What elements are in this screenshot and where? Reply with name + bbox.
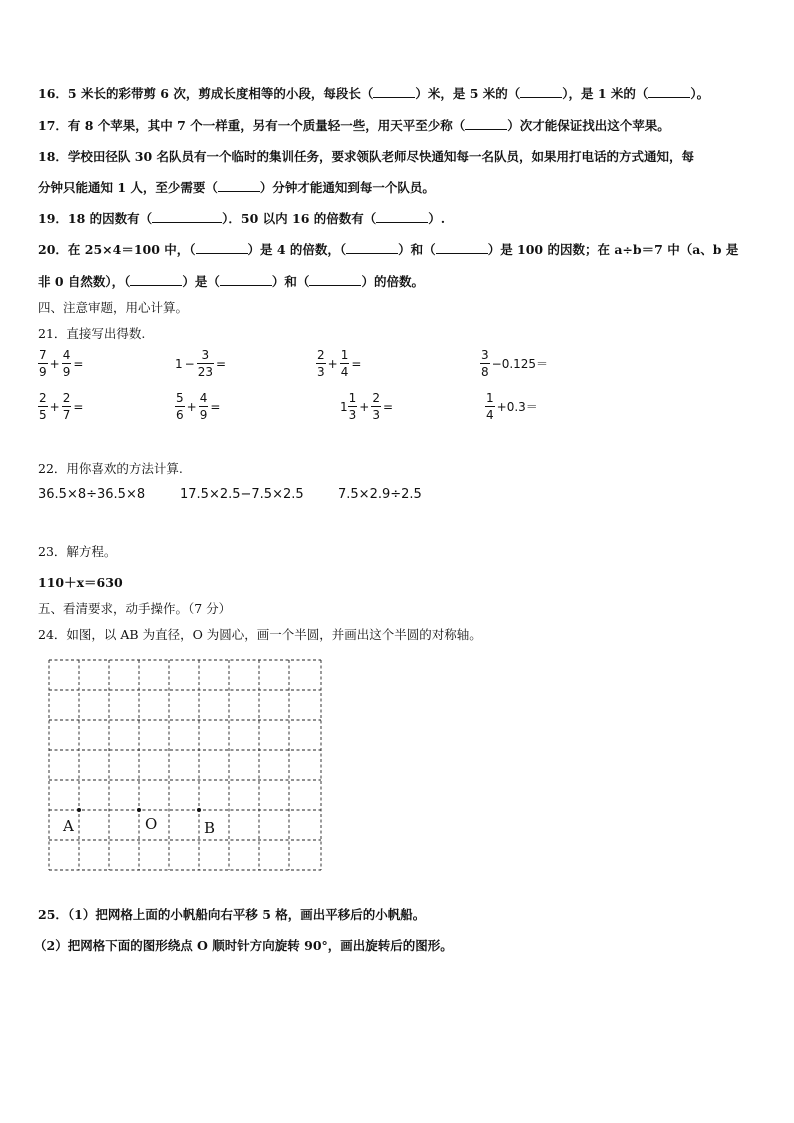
- point-o: [137, 808, 141, 812]
- q20-blank-3[interactable]: [436, 242, 488, 254]
- calc-r1c4: $\frac{3}{8}$ −0.125＝: [481, 348, 549, 379]
- q18-text-2: 分钟只能通知 1 人，至少需要（: [38, 180, 218, 195]
- fraction: $\frac{4}{9}$: [199, 391, 208, 422]
- q17-blank-1[interactable]: [465, 118, 507, 130]
- mixed-number: 1 $\frac{1}{3}$: [340, 391, 357, 422]
- fraction: $\frac{3}{23}$: [197, 348, 213, 379]
- q20-blank-6[interactable]: [309, 274, 361, 286]
- question-18-line-2: [38, 178, 435, 196]
- fraction: $\frac{1}{4}$: [486, 391, 494, 422]
- calc-r1c2: 1 − $\frac{3}{23}$ =: [175, 348, 227, 379]
- q19-text-3: ）.: [428, 211, 446, 226]
- point-b: [197, 808, 201, 812]
- q16-text-1: 16．5 米长的彩带剪 6 次，剪成长度相等的小段，每段长（: [38, 86, 374, 101]
- q16-blank-1[interactable]: [373, 86, 415, 98]
- q18-text-1: 18．学校田径队 30 名队员有一个临时的集训任务，要求领队老师尽快通知每一名队员，如果用打电话的方式通知，每: [38, 149, 694, 164]
- q20-text-4: ）是 100 的因数；在 a÷b＝7 中（a、b 是: [487, 242, 739, 257]
- q19-text-1: 19．18 的因数有（: [38, 211, 153, 226]
- q20-blank-1[interactable]: [196, 242, 248, 254]
- question-16: [38, 84, 709, 102]
- q20-text-5: 非 0 自然数），（: [38, 274, 131, 289]
- dashed-grid: [48, 659, 324, 873]
- q20-blank-2[interactable]: [346, 242, 398, 254]
- q19-blank-2[interactable]: [376, 211, 428, 223]
- fraction: $\frac{1}{4}$: [340, 348, 349, 379]
- q22-expression-1: 36.5×8÷36.5×8: [38, 487, 146, 502]
- question-19: [38, 209, 445, 227]
- section-4-heading: 四、注意审题，用心计算。: [38, 300, 189, 315]
- calc-r2c1: $\frac{2}{5}$ + $\frac{2}{7}$ =: [39, 391, 84, 422]
- calc-r2c2: $\frac{5}{6}$ + $\frac{4}{9}$ =: [176, 391, 221, 422]
- q19-blank-1[interactable]: [152, 211, 222, 223]
- question-24-text: 24．如图，以 AB 为直径，O 为圆心，画一个半圆，并画出这个半圆的对称轴。: [38, 627, 482, 642]
- q16-text-2: ）米，是 5 米的（: [415, 86, 521, 101]
- fraction: $\frac{2}{3}$: [372, 391, 380, 422]
- question-25-part-2: （2）把网格下面的图形绕点 O 顺时针方向旋转 90°，画出旋转后的图形。: [34, 938, 453, 953]
- fraction: $\frac{7}{9}$: [39, 348, 47, 379]
- question-20-line-2: [38, 272, 424, 290]
- question-17: [38, 116, 670, 134]
- q17-text-2: ）次才能保证找出这个苹果。: [507, 118, 670, 133]
- calc-r1c3: $\frac{2}{3}$ + $\frac{1}{4}$ =: [317, 348, 362, 379]
- fraction: $\frac{5}{6}$: [176, 391, 184, 422]
- q20-text-3: ）和（: [398, 242, 436, 257]
- fraction: $\frac{2}{7}$: [62, 391, 71, 422]
- point-a: [77, 808, 81, 812]
- q20-text-6: ）是（: [182, 274, 220, 289]
- question-25-part-1: 25．（1）把网格上面的小帆船向右平移 5 格，画出平移后的小帆船。: [38, 907, 426, 922]
- q20-text-7: ）和（: [271, 274, 310, 289]
- q22-expression-2: 17.5×2.5−7.5×2.5: [180, 487, 304, 502]
- grid-lines: [49, 660, 321, 870]
- fraction: $\frac{4}{9}$: [62, 348, 71, 379]
- q16-blank-3[interactable]: [648, 86, 690, 98]
- question-20-line-1: [38, 240, 738, 258]
- label-b: B: [204, 819, 216, 837]
- q18-blank-1[interactable]: [218, 180, 260, 192]
- q19-text-2: ）．50 以内 16 的倍数有（: [222, 211, 377, 226]
- q16-text-4: ）。: [690, 86, 710, 101]
- q18-text-3: ）分钟才能通知到每一个队员。: [259, 180, 435, 195]
- question-22-title: 22．用你喜欢的方法计算.: [38, 461, 183, 476]
- calc-r2c4: $\frac{1}{4}$ +0.3＝: [486, 391, 538, 422]
- calc-r1c1: $\frac{7}{9}$ + $\frac{4}{9}$ =: [39, 348, 84, 379]
- fraction: $\frac{2}{3}$: [317, 348, 325, 379]
- q20-text-1: 20．在 25×4＝100 中，（: [38, 242, 196, 257]
- label-o: O: [145, 815, 158, 833]
- q16-blank-2[interactable]: [520, 86, 562, 98]
- calc-r2c3: 1 $\frac{1}{3}$ + $\frac{2}{3}$ =: [340, 391, 394, 422]
- q20-blank-4[interactable]: [130, 274, 182, 286]
- question-23-title: 23．解方程。: [38, 544, 117, 559]
- q20-text-8: ）的倍数。: [361, 274, 424, 289]
- q20-text-2: ）是 4 的倍数，（: [247, 242, 347, 257]
- label-a: A: [63, 817, 74, 835]
- question-21-title: 21．直接写出得数.: [38, 326, 146, 341]
- section-5-heading: 五、看清要求，动手操作。（7 分）: [38, 601, 232, 616]
- q23-equation: 110＋x＝630: [38, 575, 123, 590]
- q16-text-3: ），是 1 米的（: [562, 86, 649, 101]
- q20-blank-5[interactable]: [220, 274, 272, 286]
- question-18-line-1: [38, 147, 694, 165]
- fraction: $\frac{2}{5}$: [39, 391, 47, 422]
- fraction: $\frac{3}{8}$: [481, 348, 489, 379]
- q17-text-1: 17．有 8 个苹果，其中 7 个一样重，另有一个质量轻一些，用天平至少称（: [38, 118, 466, 133]
- q22-expression-3: 7.5×2.9÷2.5: [338, 487, 422, 502]
